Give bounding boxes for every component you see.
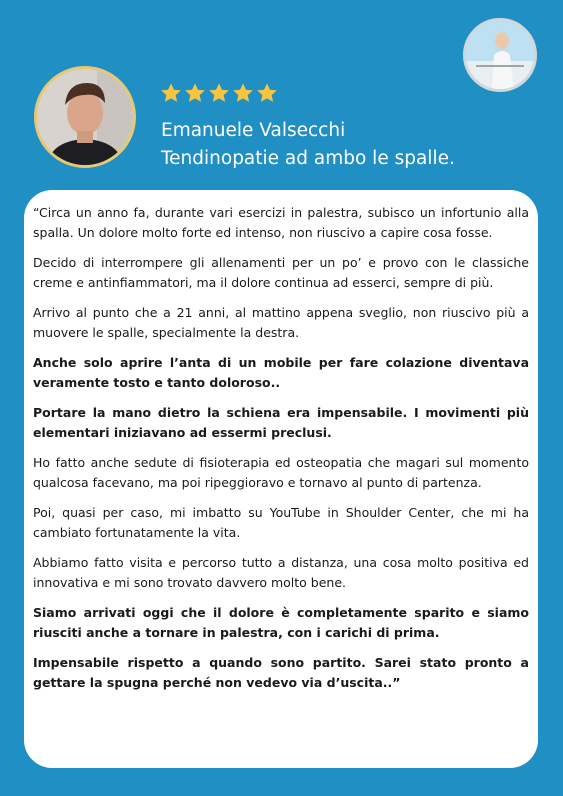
condition-subtitle: Tendinopatie ad ambo le spalle. (161, 148, 455, 169)
testimonial-paragraph: Portare la mano dietro la schiena era impensabile. I movimenti più elementari iniziavano ad essermi preclusi. (33, 405, 529, 440)
client-name: Emanuele Valsecchi (161, 120, 346, 141)
testimonial-paragraph: Abbiamo fatto visita e percorso tutto a distanza, una cosa molto positiva ed innovativa e mi sono trovato davvero molto bene. (33, 555, 529, 590)
testimonial-paragraph: Ho fatto anche sedute di fisioterapia ed osteopatia che magari sul momento qualcosa facevano, ma poi ripeggioravo e tornavo al punto di partenza. (33, 455, 529, 490)
testimonial-paragraph: “Circa un anno fa, durante vari esercizi in palestra, subisco un infortunio alla spalla. Un dolore molto forte ed intenso, non riuscivo a capire cosa fosse. (33, 205, 529, 240)
client-avatar (34, 66, 136, 168)
testimonial-paragraph: Poi, quasi per caso, mi imbatto su YouTube in Shoulder Center, che mi ha cambiato fortunatamente la vita. (33, 505, 529, 540)
star-icon (256, 82, 278, 104)
testimonial-card (24, 190, 538, 768)
star-icon (160, 82, 182, 104)
secondary-photo (466, 21, 534, 89)
star-icon (184, 82, 206, 104)
testimonial-paragraph: Siamo arrivati oggi che il dolore è completamente sparito e siamo riusciti anche a tornare in palestra, con i carichi di prima. (33, 605, 529, 640)
testimonial-paragraph: Arrivo al punto che a 21 anni, al mattino appena sveglio, non riuscivo più a muovere le spalle, specialmente la destra. (33, 305, 529, 340)
star-icon (232, 82, 254, 104)
star-icon (208, 82, 230, 104)
testimonial-paragraph: Impensabile rispetto a quando sono partito. Sarei stato pronto a gettare la spugna perché non vedevo via d’uscita..” (33, 655, 529, 690)
rating-stars (160, 82, 278, 104)
client-photo (37, 69, 133, 165)
testimonial-paragraph: Decido di interrompere gli allenamenti per un po’ e provo con le classiche creme e antinfiammatori, ma il dolore continua ad esserci, sempre di più. (33, 255, 529, 290)
secondary-avatar (463, 18, 537, 92)
testimonial-paragraph: Anche solo aprire l’anta di un mobile per fare colazione diventava veramente tosto e tanto doloroso.. (33, 355, 529, 390)
testimonial-text (33, 203, 529, 703)
